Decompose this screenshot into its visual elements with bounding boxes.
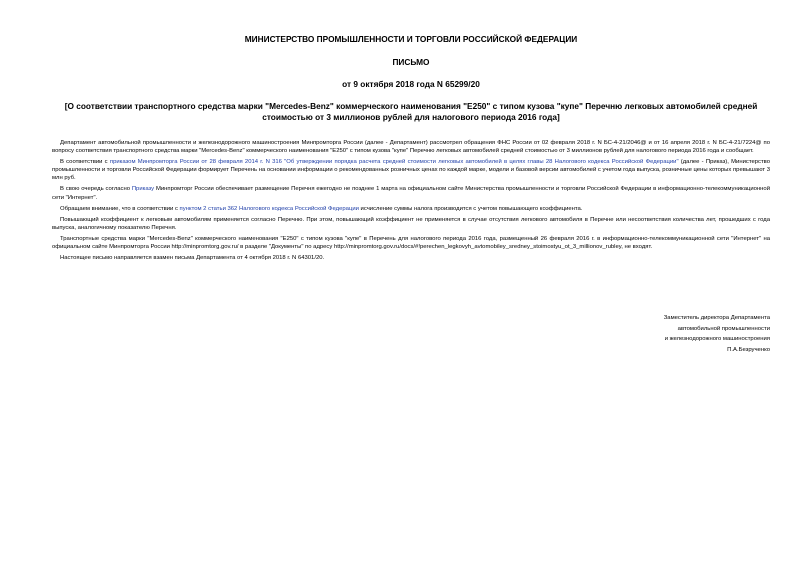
document-body [52, 139, 770, 262]
paragraph-2-text-start: В соответствии с [60, 159, 110, 166]
paragraph-3-text-start: В свою очередь согласно [60, 186, 132, 193]
signature-position-line-2: автомобильной промышленности [677, 325, 770, 332]
ministry-title: МИНИСТЕРСТВО ПРОМЫШЛЕННОСТИ И ТОРГОВЛИ РОССИЙСКОЙ ФЕДЕРАЦИИ [244, 34, 578, 44]
tax-code-article-362-link[interactable]: пунктом 2 статьи 362 Налогового кодекса Российской Федерации [179, 205, 359, 212]
document-type: ПИСЬМО [392, 57, 430, 67]
paragraph-7: Настоящее письмо направляется взамен письма Департамента от 4 октября 2018 г. N 64301/20. [60, 255, 325, 262]
paragraph-2 [52, 158, 770, 182]
paragraph-4-text-start: Обращаем внимание, что в соответствии с [60, 205, 180, 212]
document-page [52, 34, 771, 353]
paragraph-5: Повышающий коэффициент к легковым автомобилям применяется согласно Перечню. При этом, повышающий коэффициент не применяется в случае отсутствия легкового автомобиля в Перечне или несоответствия количества лет, прошедших с года выпуска, аналогичному показателю Перечня. [52, 216, 770, 231]
order-link[interactable]: Приказу [131, 186, 155, 193]
paragraph-3-text-end: Минпромторг России обеспечивает размещение Перечня ежегодно не позднее 1 марта на официальном сайте Министерства промышленности и торговли Российской Федерации в информационно-телекоммуникационной сети "Интернет". [52, 186, 771, 201]
document-subject: [О соответствии транспортного средства марки "Mercedes-Benz" коммерческого наименования "E250" с типом кузова "купе" Перечню легковых автомобилей средней стоимостью от 3 миллионов рублей для налогового периода 2016 года] [64, 101, 758, 122]
signature-position-line-3: и железнодорожного машиностроения [664, 336, 770, 342]
order-316-link[interactable]: приказом Минпромторга России от 28 февраля 2014 г. N 316 "Об утверждении порядка расчета средней стоимости легковых автомобилей в целях главы 28 Налогового кодекса Российской Федерации" [109, 159, 679, 166]
signature-block [570, 313, 770, 355]
paragraph-4 [52, 205, 770, 213]
signature-position-line-1: Заместитель директора Департамента [663, 315, 770, 321]
paragraph-6: Транспортные средства марки "Mercedes-Benz" коммерческого наименования "E250" с типом кузова "купе" в Перечень для налогового периода 2016 года, размещенный 26 февраля 2016 г. в информационно-телекоммуникационной сети "Интернет" на официальном сайте Минпромторга России http://minpromtorg.gov.ru/ в разделе "Документы" по адресу http://minpromtorg.gov.ru/docs/#!perechen_legkovyh_avtomobiley_sredney_stoimostyu_ot_3_millionov_rubley, не входят. [52, 235, 770, 251]
paragraph-1: Департамент автомобильной промышленности и железнодорожного машиностроения Минпромторга России (далее - Департамент) рассмотрел обращения ФНС России от 02 февраля 2018 г. N БС-4-21/2046@ и от 16 апреля 2018 г. N БС-4-21/7224@ по вопросу соответствия транспортного средства марки "Mercedes-Benz" коммерческого наименования "E250" с типом кузова "купе" Перечню легковых автомобилей средней стоимостью от 3 миллионов рублей для налогового периода 2016 года и сообщает. [52, 140, 770, 155]
paragraph-4-text-end: исчисление суммы налога производится с учетом повышающего коэффициента. [358, 205, 583, 212]
signatory-name: П.А.Безрученко [727, 346, 770, 353]
document-date-number: от 9 октября 2018 года N 65299/20 [342, 79, 480, 89]
paragraph-2-text-end: (далее - Приказ), Министерство промышленности и торговли Российской Федерации формирует Перечень на основании информации о рекомендованных розничных ценах по каждой марке, модели и базовой версии автомобилей с учетом года выпуска, розничные цены которых превышают 3 млн руб. [52, 159, 771, 182]
paragraph-3 [52, 185, 770, 201]
